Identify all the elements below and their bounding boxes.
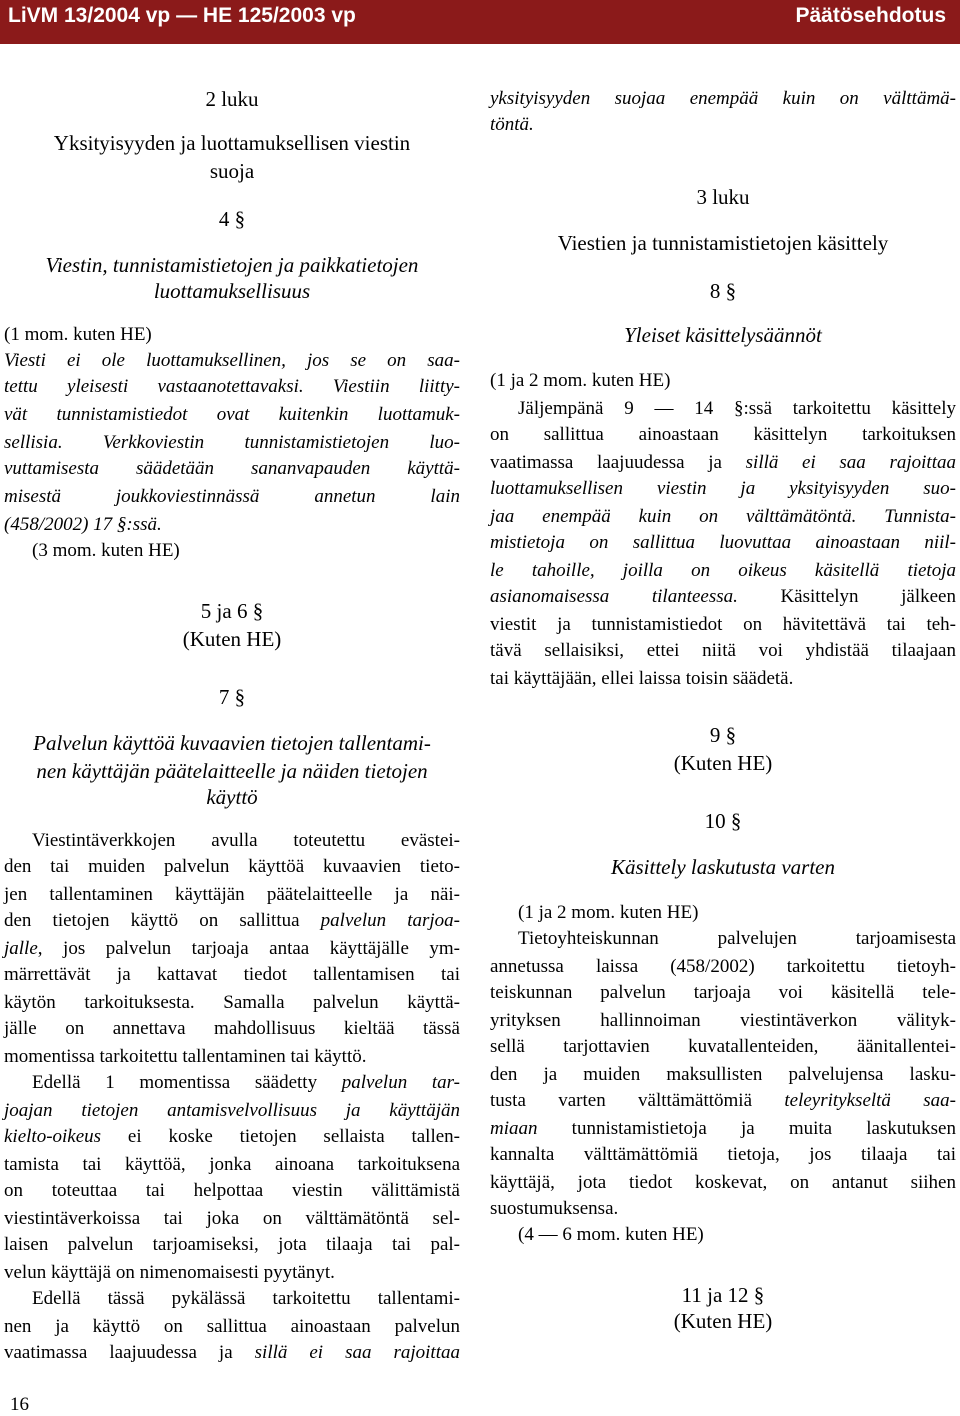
paragraph-line: jen tallentaminen käyttäjän päätelaitteelle ja näi-	[4, 884, 460, 905]
section-11-12-number: 11 ja 12 §	[681, 1283, 765, 1307]
moment-note: (1 ja 2 mom. kuten HE)	[490, 370, 671, 391]
paragraph-line: Jäljempänä 9 — 14 §:ssä tarkoitettu käsittely	[518, 398, 956, 419]
paragraph-line: jaa enempää kuin on välttämätöntä. Tunnista-	[490, 506, 956, 527]
paragraph-line: nen ja käyttö on sallittua ainoastaan palvelun	[4, 1316, 460, 1337]
paragraph-line: den tai muiden palvelun käyttöä kuvaavien tieto-	[4, 856, 460, 877]
paragraph-line: märrettävät ja kattavat tiedot tallentamisen tai	[4, 964, 460, 985]
section-8-title: Yleiset käsittelysäännöt	[624, 323, 822, 347]
paragraph-line: kielto-oikeus ei koske tietojen sellaista tallen-	[4, 1126, 460, 1147]
paragraph-line: yksityisyyden suojaa enempää kuin on välttämä-	[490, 88, 956, 109]
moment-note: (1 mom. kuten HE)	[4, 324, 152, 345]
section-10-number: 10 §	[704, 809, 742, 833]
paragraph-line: viestit ja tunnistamistiedot on hävitettävä tai teh-	[490, 614, 956, 635]
paragraph-line: sellisia. Verkkoviestin tunnistamistietojen luo-	[4, 432, 460, 453]
paragraph-line: yrityksen hallinnoiman viestintäverkon välityk-	[490, 1010, 956, 1031]
paragraph-line: mistietoja on sallittua luovuttaa ainoastaan niil-	[490, 532, 956, 553]
paragraph-line: vät tunnistamistiedot ovat kuitenkin luottamuk-	[4, 404, 460, 425]
paragraph-line: asianomaisessa tilanteessa. Käsittelyn jälkeen	[490, 586, 956, 607]
chapter-3-title: Viestien ja tunnistamistietojen käsittely	[557, 231, 889, 255]
paragraph-line: misestä joukkoviestinnässä annetun lain	[4, 486, 460, 507]
paragraph-line: viestintäverkoissa tai joka on välttämätöntä sel-	[4, 1208, 460, 1229]
paragraph-line: luottamuksellisen viestin ja yksityisyyden suo-	[490, 478, 956, 499]
header-document-id: LiVM 13/2004 vp — HE 125/2003 vp	[8, 4, 356, 27]
paragraph-line: momentissa tarkoitettu tallentaminen tai käyttö.	[4, 1046, 367, 1067]
section-7-title-cont: käyttö	[206, 785, 258, 809]
paragraph-line: annetussa laissa (458/2002) tarkoitettu tietoyh-	[490, 956, 956, 977]
paragraph-line: tettu yleisesti vastaanotettavaksi. Viestiin liitty-	[4, 376, 460, 397]
paragraph-line: den tietojen käyttö on sallittua palvelun tarjoa-	[4, 910, 460, 931]
paragraph-line: tävä sellaisiksi, ettei niitä voi yhdistää tilaajaan	[490, 640, 956, 661]
paragraph-line: Edellä 1 momentissa säädetty palvelun tar-	[32, 1072, 460, 1093]
section-4-title-cont: luottamuksellisuus	[153, 279, 311, 303]
paragraph-line: on sallittua ainoastaan käsittelyn tarkoituksen	[490, 424, 956, 445]
paragraph-line: Viestintäverkkojen avulla toteutettu evästei-	[32, 830, 460, 851]
paragraph-line: tai käyttäjään, ellei laissa toisin säädetä.	[490, 668, 794, 689]
section-9-note: (Kuten HE)	[673, 751, 773, 775]
chapter-2-title-cont: suoja	[209, 159, 255, 183]
paragraph-line: Viesti ei ole luottamuksellinen, jos se on saa-	[4, 350, 460, 371]
paragraph-line: den ja muiden maksullisten palvelujensa lasku-	[490, 1064, 956, 1085]
paragraph-line: vaatimassa laajuudessa ja sillä ei saa rajoittaa	[490, 452, 956, 473]
paragraph-line: suostumuksensa.	[490, 1198, 619, 1219]
paragraph-line: le tahoille, joilla on oikeus käsitellä tietoja	[490, 560, 956, 581]
page-number: 16	[10, 1394, 29, 1415]
paragraph-line: (458/2002) 17 §:ssä.	[4, 514, 162, 535]
paragraph-line: tamista tai käyttöä, jonka ainoana tarkoituksena	[4, 1154, 460, 1175]
paragraph-line: laisen palvelun tarjoamiseksi, jota tilaaja tai pal-	[4, 1234, 460, 1255]
chapter-2-title: Yksityisyyden ja luottamuksellisen viestin	[53, 131, 411, 155]
section-5-6-note: (Kuten HE)	[182, 627, 282, 651]
chapter-3-label: 3 luku	[696, 185, 750, 209]
moment-note: (3 mom. kuten HE)	[32, 540, 180, 561]
moment-note: (4 — 6 mom. kuten HE)	[518, 1224, 704, 1245]
running-header	[0, 0, 960, 44]
section-9-number: 9 §	[709, 723, 737, 747]
paragraph-line: tusta varten välttämättömiä teleyritykseltä saa-	[490, 1090, 957, 1111]
paragraph-line: käyttäjä, jota tiedot koskevat, on antanut siihen	[490, 1172, 956, 1193]
section-7-title-cont: nen käyttäjän päätelaitteelle ja näiden tietojen	[36, 759, 428, 783]
paragraph-line: miaan tunnistamistietoja ja muita laskutuksen	[490, 1118, 956, 1139]
paragraph-line: on toteuttaa tai helpottaa viestin välittämistä	[4, 1180, 460, 1201]
paragraph-line: kannalta välttämättömiä tietoja, jos tilaaja tai	[490, 1144, 956, 1165]
paragraph-line: käytön tarkoituksesta. Samalla palvelun käyttä-	[4, 992, 460, 1013]
section-4-number: 4 §	[218, 207, 246, 231]
paragraph-line: vaatimassa laajuudessa ja sillä ei saa rajoittaa	[4, 1342, 460, 1363]
section-8-number: 8 §	[709, 279, 737, 303]
section-11-12-note: (Kuten HE)	[673, 1309, 773, 1333]
section-7-number: 7 §	[218, 685, 246, 709]
paragraph-line: Edellä tässä pykälässä tarkoitettu tallentami-	[32, 1288, 460, 1309]
moment-note: (1 ja 2 mom. kuten HE)	[518, 902, 699, 923]
section-4-title: Viestin, tunnistamistietojen ja paikkatietojen	[45, 253, 419, 277]
section-5-6-number: 5 ja 6 §	[200, 599, 264, 623]
header-section-title: Päätösehdotus	[795, 4, 946, 27]
paragraph-line: joajan tietojen antamisvelvollisuus ja käyttäjän	[4, 1100, 460, 1121]
paragraph-line: Tietoyhteiskunnan palvelujen tarjoamisesta	[518, 928, 956, 949]
paragraph-line: teiskunnan palvelun tarjoaja voi käsitellä tele-	[490, 982, 956, 1003]
paragraph-line: velun käyttäjä on nimenomaisesti pyytänyt.	[4, 1262, 335, 1283]
paragraph-line: jalle, jos palvelun tarjoaja antaa käyttäjälle ym-	[4, 938, 460, 959]
paragraph-line: töntä.	[490, 114, 534, 135]
paragraph-line: vuttamisesta säädetään sananvapauden käyttä-	[4, 458, 460, 479]
section-10-title: Käsittely laskutusta varten	[611, 855, 835, 879]
paragraph-line: sellä tarjottavien kuvatallenteiden, äänitallentei-	[490, 1036, 956, 1057]
chapter-2-label: 2 luku	[205, 87, 259, 111]
paragraph-line: jälle on annettava mahdollisuus kieltää tässä	[4, 1018, 460, 1039]
section-7-title: Palvelun käyttöä kuvaavien tietojen tallentami-	[33, 731, 431, 755]
